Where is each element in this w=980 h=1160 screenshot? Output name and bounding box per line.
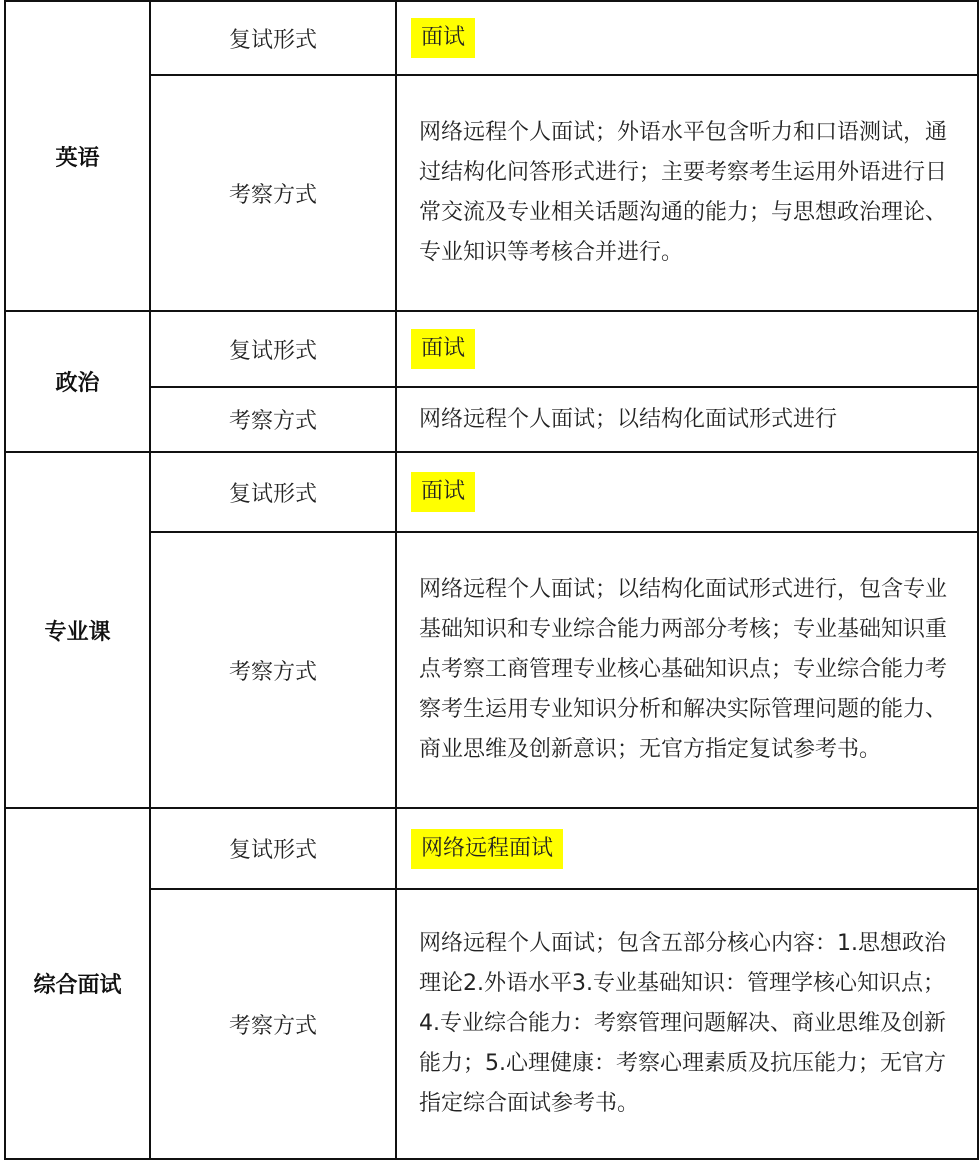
method-value: 网络远程个人面试；以结构化面试形式进行	[396, 387, 978, 452]
form-label: 复试形式	[150, 311, 396, 387]
method-label: 考察方式	[150, 75, 396, 311]
form-value-cell	[396, 452, 978, 532]
method-label: 考察方式	[150, 889, 396, 1159]
method-label: 考察方式	[150, 532, 396, 808]
subject-cell: 政治	[5, 311, 150, 452]
form-value-cell	[396, 808, 978, 889]
table-row	[5, 452, 978, 532]
subject-cell: 英语	[5, 1, 150, 311]
form-value-highlight: 面试	[411, 18, 475, 58]
form-value-highlight: 面试	[411, 472, 475, 512]
form-label: 复试形式	[150, 808, 396, 889]
form-label: 复试形式	[150, 452, 396, 532]
table-row	[5, 387, 978, 452]
form-value-highlight: 面试	[411, 329, 475, 369]
subject-cell: 综合面试	[5, 808, 150, 1159]
method-value: 网络远程个人面试；包含五部分核心内容：1.思想政治理论2.外语水平3.专业基础知识：管理学核心知识点；4.专业综合能力：考察管理问题解决、商业思维及创新能力；5.心理健康：考察心理素质及抗压能力；无官方指定综合面试参考书。	[396, 889, 978, 1159]
table-row	[5, 75, 978, 311]
form-label: 复试形式	[150, 1, 396, 75]
table-row	[5, 1, 978, 75]
form-value-highlight: 网络远程面试	[411, 829, 563, 869]
table-row	[5, 889, 978, 1159]
form-value-cell	[396, 311, 978, 387]
subject-cell: 专业课	[5, 452, 150, 808]
method-value: 网络远程个人面试；外语水平包含听力和口语测试，通过结构化问答形式进行；主要考察考生运用外语进行日常交流及专业相关话题沟通的能力；与思想政治理论、专业知识等考核合并进行。	[396, 75, 978, 311]
table-row	[5, 808, 978, 889]
method-label: 考察方式	[150, 387, 396, 452]
table-row	[5, 532, 978, 808]
method-value: 网络远程个人面试；以结构化面试形式进行，包含专业基础知识和专业综合能力两部分考核；专业基础知识重点考察工商管理专业核心基础知识点；专业综合能力考察考生运用专业知识分析和解决实际管理问题的能力、商业思维及创新意识；无官方指定复试参考书。	[396, 532, 978, 808]
form-value-cell	[396, 1, 978, 75]
table-row	[5, 311, 978, 387]
exam-format-table	[4, 0, 979, 1160]
